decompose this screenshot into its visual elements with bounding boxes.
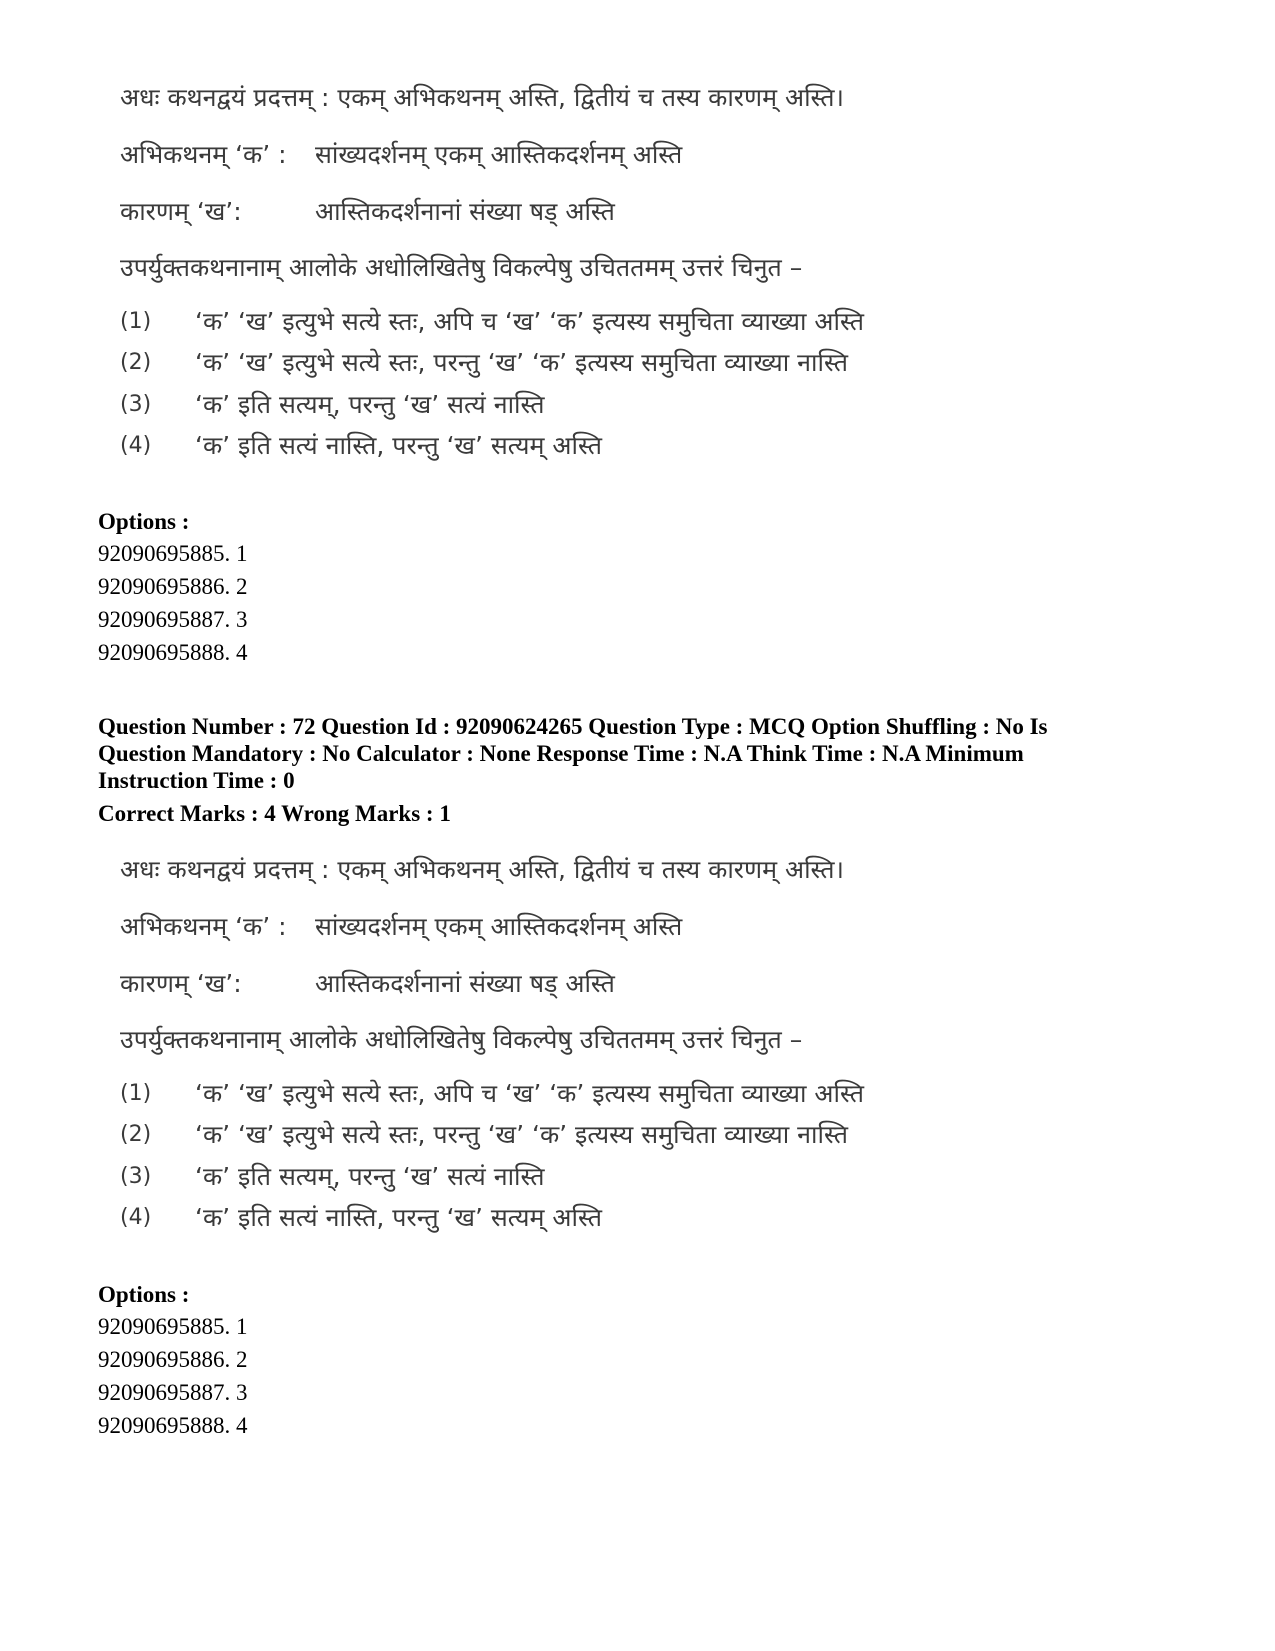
options-heading: Options : <box>98 509 190 534</box>
option-item: 92090695885. 1 <box>98 541 248 566</box>
reason-text: आस्तिकदर्शनानां संख्या षड् अस्ति <box>315 197 615 226</box>
choice-number: (2) <box>120 1122 152 1147</box>
question-instruction: उपर्युक्तकथनानाम् आलोके अधोलिखितेषु विकल्पेषु उचिततमम् उत्तरं चिनुत – <box>120 1025 803 1054</box>
choice-number: (4) <box>120 1205 152 1230</box>
question-meta-line: Question Number : 72 Question Id : 92090624265 Question Type : MCQ Option Shuffling : No Is <box>98 714 1048 739</box>
options-heading: Options : <box>98 1282 190 1307</box>
assertion-text: सांख्यदर्शनम् एकम् आस्तिकदर्शनम् अस्ति <box>315 912 683 941</box>
choice-text: ‘क’ ‘ख’ इत्युभे सत्ये स्तः, अपि च ‘ख’ ‘क’ इत्यस्य समुचिता व्याख्या अस्ति <box>195 307 864 336</box>
question-marks: Correct Marks : 4 Wrong Marks : 1 <box>98 801 451 826</box>
question-image-block-2 <box>120 852 1020 1252</box>
question-intro: अधः कथनद्वयं प्रदत्तम् : एकम् अभिकथनम् अस्ति, द्वितीयं च तस्य कारणम् अस्ति। <box>120 83 845 112</box>
choice-number: (3) <box>120 392 152 417</box>
choice-number: (1) <box>120 1081 152 1106</box>
reason-label: कारणम् ‘ख’: <box>120 197 242 226</box>
choice-text: ‘क’ ‘ख’ इत्युभे सत्ये स्तः, परन्तु ‘ख’ ‘क’ इत्यस्य समुचिता व्याख्या नास्ति <box>195 1120 848 1149</box>
option-item: 92090695887. 3 <box>98 607 248 632</box>
choice-text: ‘क’ इति सत्यं नास्ति, परन्तु ‘ख’ सत्यम् अस्ति <box>195 431 602 460</box>
choice-number: (1) <box>120 309 152 334</box>
choice-number: (3) <box>120 1164 152 1189</box>
reason-text: आस्तिकदर्शनानां संख्या षड् अस्ति <box>315 969 615 998</box>
assertion-label: अभिकथनम् ‘क’ : <box>120 140 287 169</box>
choice-text: ‘क’ इति सत्यम्, परन्तु ‘ख’ सत्यं नास्ति <box>195 390 545 419</box>
option-item: 92090695887. 3 <box>98 1380 248 1405</box>
assertion-text: सांख्यदर्शनम् एकम् आस्तिकदर्शनम् अस्ति <box>315 140 683 169</box>
choice-text: ‘क’ ‘ख’ इत्युभे सत्ये स्तः, परन्तु ‘ख’ ‘क’ इत्यस्य समुचिता व्याख्या नास्ति <box>195 348 848 377</box>
question-meta-line: Instruction Time : 0 <box>98 768 295 793</box>
option-item: 92090695885. 1 <box>98 1314 248 1339</box>
option-item: 92090695886. 2 <box>98 1347 248 1372</box>
choice-text: ‘क’ ‘ख’ इत्युभे सत्ये स्तः, अपि च ‘ख’ ‘क’ इत्यस्य समुचिता व्याख्या अस्ति <box>195 1079 864 1108</box>
option-item: 92090695888. 4 <box>98 640 248 665</box>
reason-label: कारणम् ‘ख’: <box>120 969 242 998</box>
choice-number: (2) <box>120 350 152 375</box>
question-image-block-1 <box>120 80 1020 480</box>
option-item: 92090695886. 2 <box>98 574 248 599</box>
question-intro: अधः कथनद्वयं प्रदत्तम् : एकम् अभिकथनम् अस्ति, द्वितीयं च तस्य कारणम् अस्ति। <box>120 855 845 884</box>
choice-text: ‘क’ इति सत्यम्, परन्तु ‘ख’ सत्यं नास्ति <box>195 1162 545 1191</box>
assertion-label: अभिकथनम् ‘क’ : <box>120 912 287 941</box>
choice-number: (4) <box>120 433 152 458</box>
question-instruction: उपर्युक्तकथनानाम् आलोके अधोलिखितेषु विकल्पेषु उचिततमम् उत्तरं चिनुत – <box>120 253 803 282</box>
choice-text: ‘क’ इति सत्यं नास्ति, परन्तु ‘ख’ सत्यम् अस्ति <box>195 1203 602 1232</box>
option-item: 92090695888. 4 <box>98 1413 248 1438</box>
question-meta-line: Question Mandatory : No Calculator : None Response Time : N.A Think Time : N.A Minimum <box>98 741 1024 766</box>
